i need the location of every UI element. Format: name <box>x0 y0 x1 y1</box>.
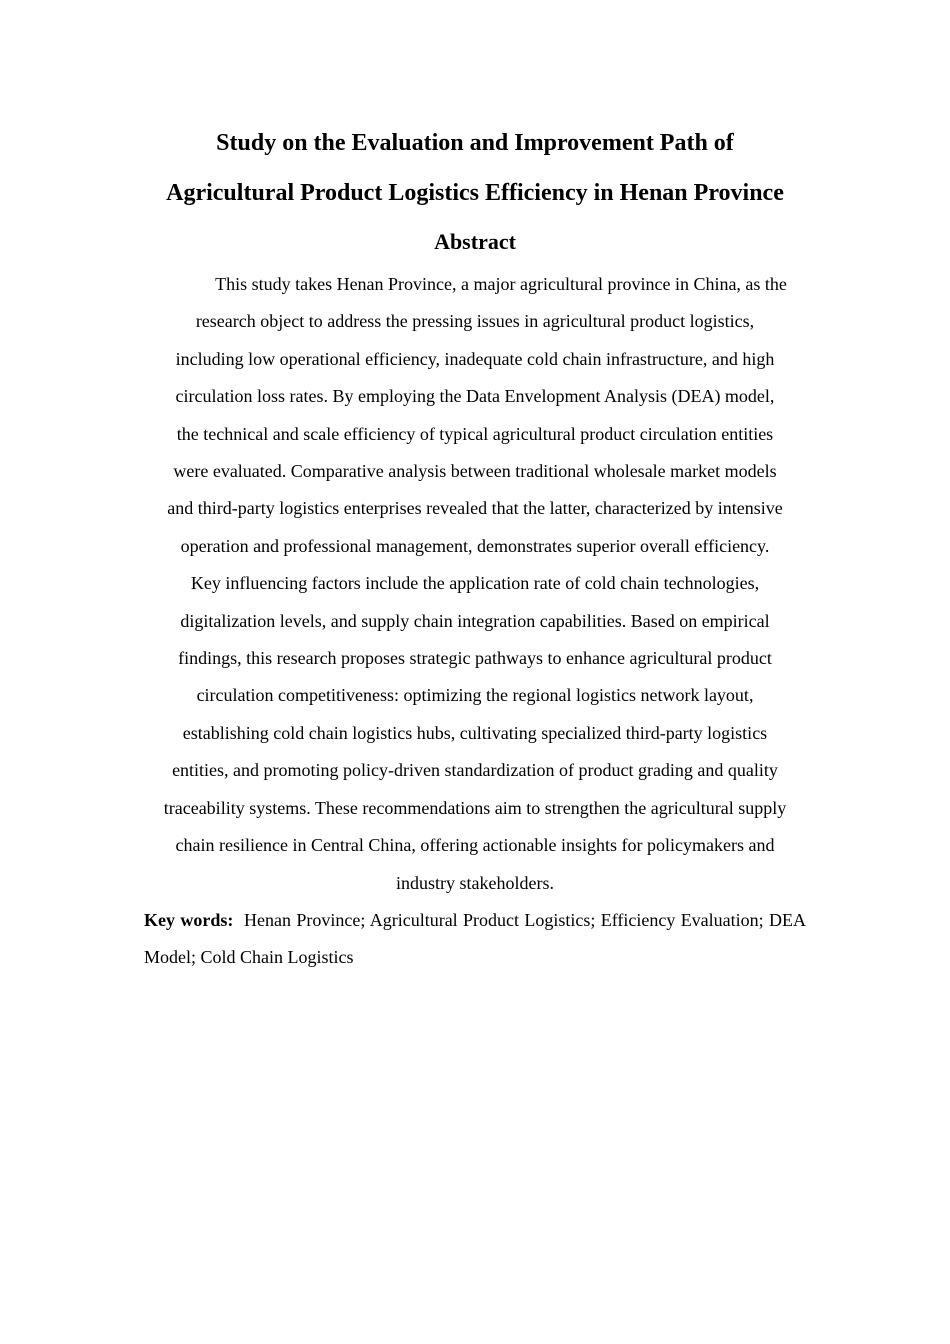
abstract-line: digitalization levels, and supply chain integration capabilities. Based on empirical <box>180 610 770 631</box>
abstract-line: traceability systems. These recommendations aim to strengthen the agricultural supply <box>163 797 787 818</box>
abstract-line: industry stakeholders. <box>396 872 554 893</box>
abstract-line: research object to address the pressing issues in agricultural product logistics, <box>195 311 755 332</box>
keywords-paragraph <box>144 902 806 976</box>
document-page <box>144 118 806 976</box>
abstract-heading: Abstract <box>434 229 516 254</box>
paper-title-line-2: Agricultural Product Logistics Efficiency in Henan Province <box>166 180 784 206</box>
abstract-line: including low operational efficiency, inadequate cold chain infrastructure, and high <box>175 348 775 369</box>
abstract-body <box>144 266 806 902</box>
keywords-list: Henan Province; Agricultural Product Logistics; Efficiency Evaluation; DEA Model; Cold Chain Logistics <box>144 909 807 967</box>
abstract-line: and third-party logistics enterprises revealed that the latter, characterized by intensive <box>167 498 783 519</box>
abstract-line: This study takes Henan Province, a major agricultural province in China, as the <box>215 274 787 294</box>
abstract-line: were evaluated. Comparative analysis between traditional wholesale market models <box>173 461 777 482</box>
abstract-line: chain resilience in Central China, offering actionable insights for policymakers and <box>175 835 775 856</box>
abstract-line: operation and professional management, demonstrates superior overall efficiency. <box>180 535 770 556</box>
abstract-line: entities, and promoting policy-driven standardization of product grading and quality <box>172 760 778 781</box>
abstract-line: circulation competitiveness: optimizing the regional logistics network layout, <box>196 685 754 706</box>
abstract-line: establishing cold chain logistics hubs, cultivating specialized third-party logistics <box>182 722 768 743</box>
abstract-line: circulation loss rates. By employing the Data Envelopment Analysis (DEA) model, <box>175 386 775 407</box>
paper-title-line-1: Study on the Evaluation and Improvement Path of <box>216 130 734 156</box>
abstract-line: findings, this research proposes strategic pathways to enhance agricultural product <box>178 648 772 669</box>
abstract-line: the technical and scale efficiency of typical agricultural product circulation entities <box>176 423 774 444</box>
keywords-label: Key words: <box>144 909 234 930</box>
abstract-line: Key influencing factors include the application rate of cold chain technologies, <box>190 573 760 594</box>
